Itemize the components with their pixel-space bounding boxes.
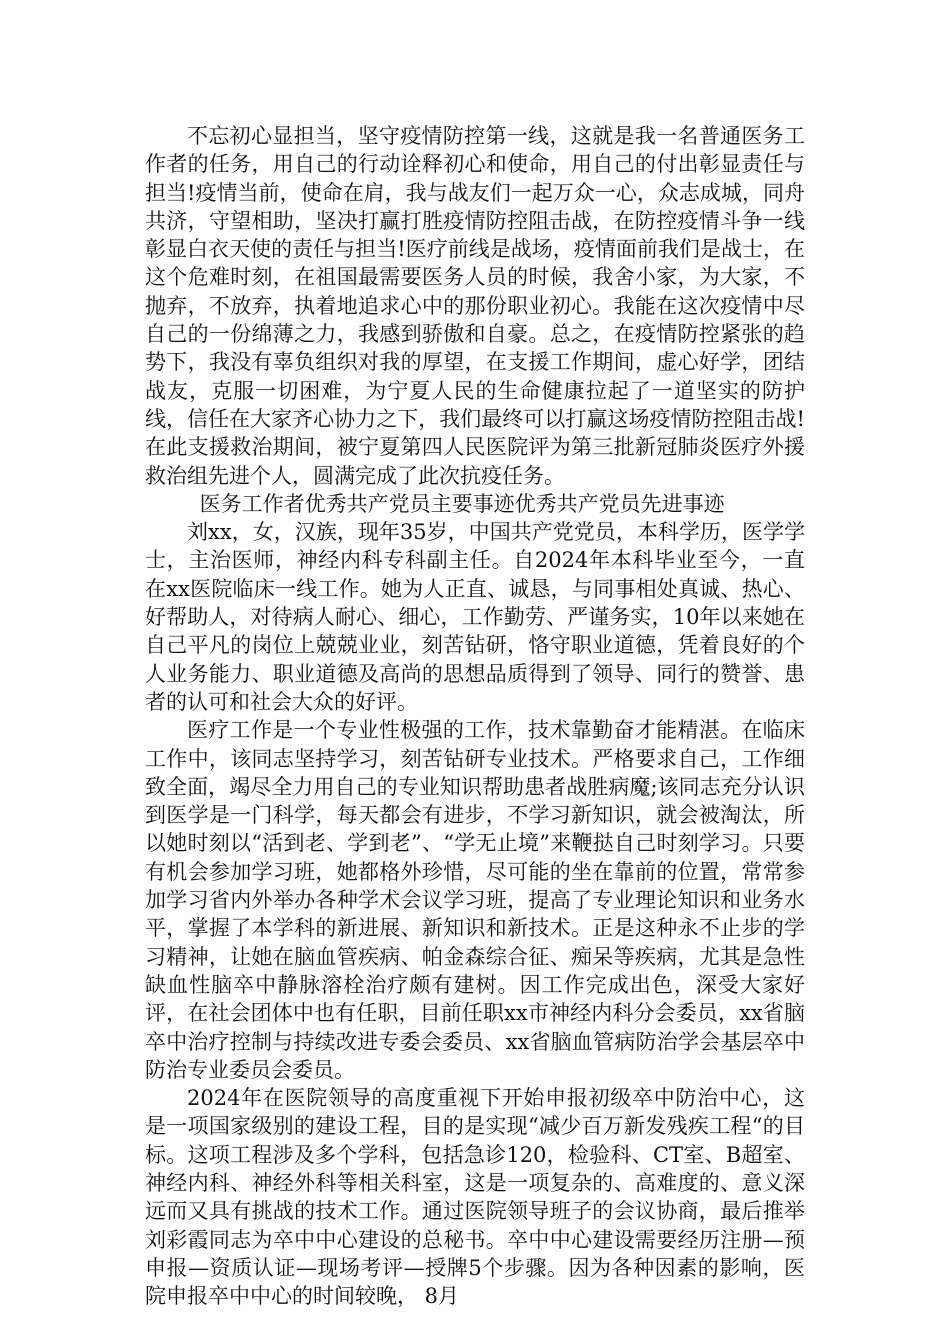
paragraph-profile: 刘xx，女，汉族，现年35岁，中国共产党党员，本科学历，医学学士，主治医师，神经内科专科副主任。自2024年本科毕业至今，一直在xx医院临床一线工作。她为人正直、诚恳，与同事相处真诚、热心、好帮助人，对待病人耐心、细心，工作勤劳、严谨务实，10年以来她在自己平凡的岗位上兢兢业业，刻苦钻研，恪守职业道德，凭着良好的个人业务能力、职业道德及高尚的思想品质得到了领导、同行的赞誉、患者的认可和社会大众的好评。 [145,520,805,714]
section-title: 医务工作者优秀共产党员主要事迹优秀共产党员先进事迹 [199,491,725,516]
document-body [145,122,805,1310]
paragraph-stroke-center: 2024年在医院领导的高度重视下开始申报初级卒中防治中心，这是一项国家级别的建设工程，目的是实现“减少百万新发残疾工程“的目标。这项工程涉及多个学科，包括急诊120，检验科、CT室、B超室、神经内科、神经外科等相关科室，这是一项复杂的、高难度的、意义深远而又具有挑战的技术工作。通过医院领导班子的会议协商，最后推举刘彩霞同志为卒中中心建设的总秘书。卒中中心建设需要经历注册—预申报—资质认证—现场考评—授牌5个步骤。因为各种因素的影响，医院申报卒中中心的时间较晚， 8月 [145,1086,805,1309]
paragraph-professional-study: 医疗工作是一个专业性极强的工作，技术靠勤奋才能精湛。在临床工作中，该同志坚持学习，刻苦钻研专业技术。严格要求自己，工作细致全面，竭尽全力用自己的专业知识帮助患者战胜病魔;该同志充分认识到医学是一门科学，每天都会有进步，不学习新知识，就会被淘汰，所以她时刻以“活到老、学到老”、“学无止境”来鞭挞自己时刻学习。只要有机会参加学习班，她都格外珍惜，尽可能的坐在靠前的位置，常常参加学习省内外举办各种学术会议学习班，提高了专业理论知识和业务水平，掌握了本学科的新进展、新知识和新技术。正是这种永不止步的学习精神，让她在脑血管疾病、帕金森综合征、痴呆等疾病，尤其是急性缺血性脑卒中静脉溶栓治疗颇有建树。因工作完成出色，深受大家好评，在社会团体中也有任职，目前任职xx市神经内科分会委员，xx省脑卒中治疗控制与持续改进专委会委员、xx省脑血管病防治学会基层卒中防治专业委员会委员。 [145,718,805,1082]
paragraph-anti-epidemic: 不忘初心显担当，坚守疫情防控第一线，这就是我一名普通医务工作者的任务，用自己的行动诠释初心和使命，用自己的付出彰显责任与担当!疫情当前，使命在肩，我与战友们一起万众一心，众志成城，同舟共济，守望相助，坚决打赢打胜疫情防控阻击战，在防控疫情斗争一线彰显白衣天使的责任与担当!医疗前线是战场，疫情面前我们是战士，在这个危难时刻，在祖国最需要医务人员的时候，我舍小家，为大家，不抛弃，不放弃，执着地追求心中的那份职业初心。我能在这次疫情中尽自己的一份绵薄之力，我感到骄傲和自豪。总之，在疫情防控紧张的趋势下，我没有辜负组织对我的厚望，在支援工作期间，虚心好学，团结战友，克服一切困难，为宁夏人民的生命健康拉起了一道坚实的防护线，信任在大家齐心协力之下，我们最终可以打赢这场疫情防控阻击战!在此支援救治期间，被宁夏第四人民医院评为第三批新冠肺炎医疗外援救治组先进个人，圆满完成了此次抗疫任务。 [145,124,805,488]
